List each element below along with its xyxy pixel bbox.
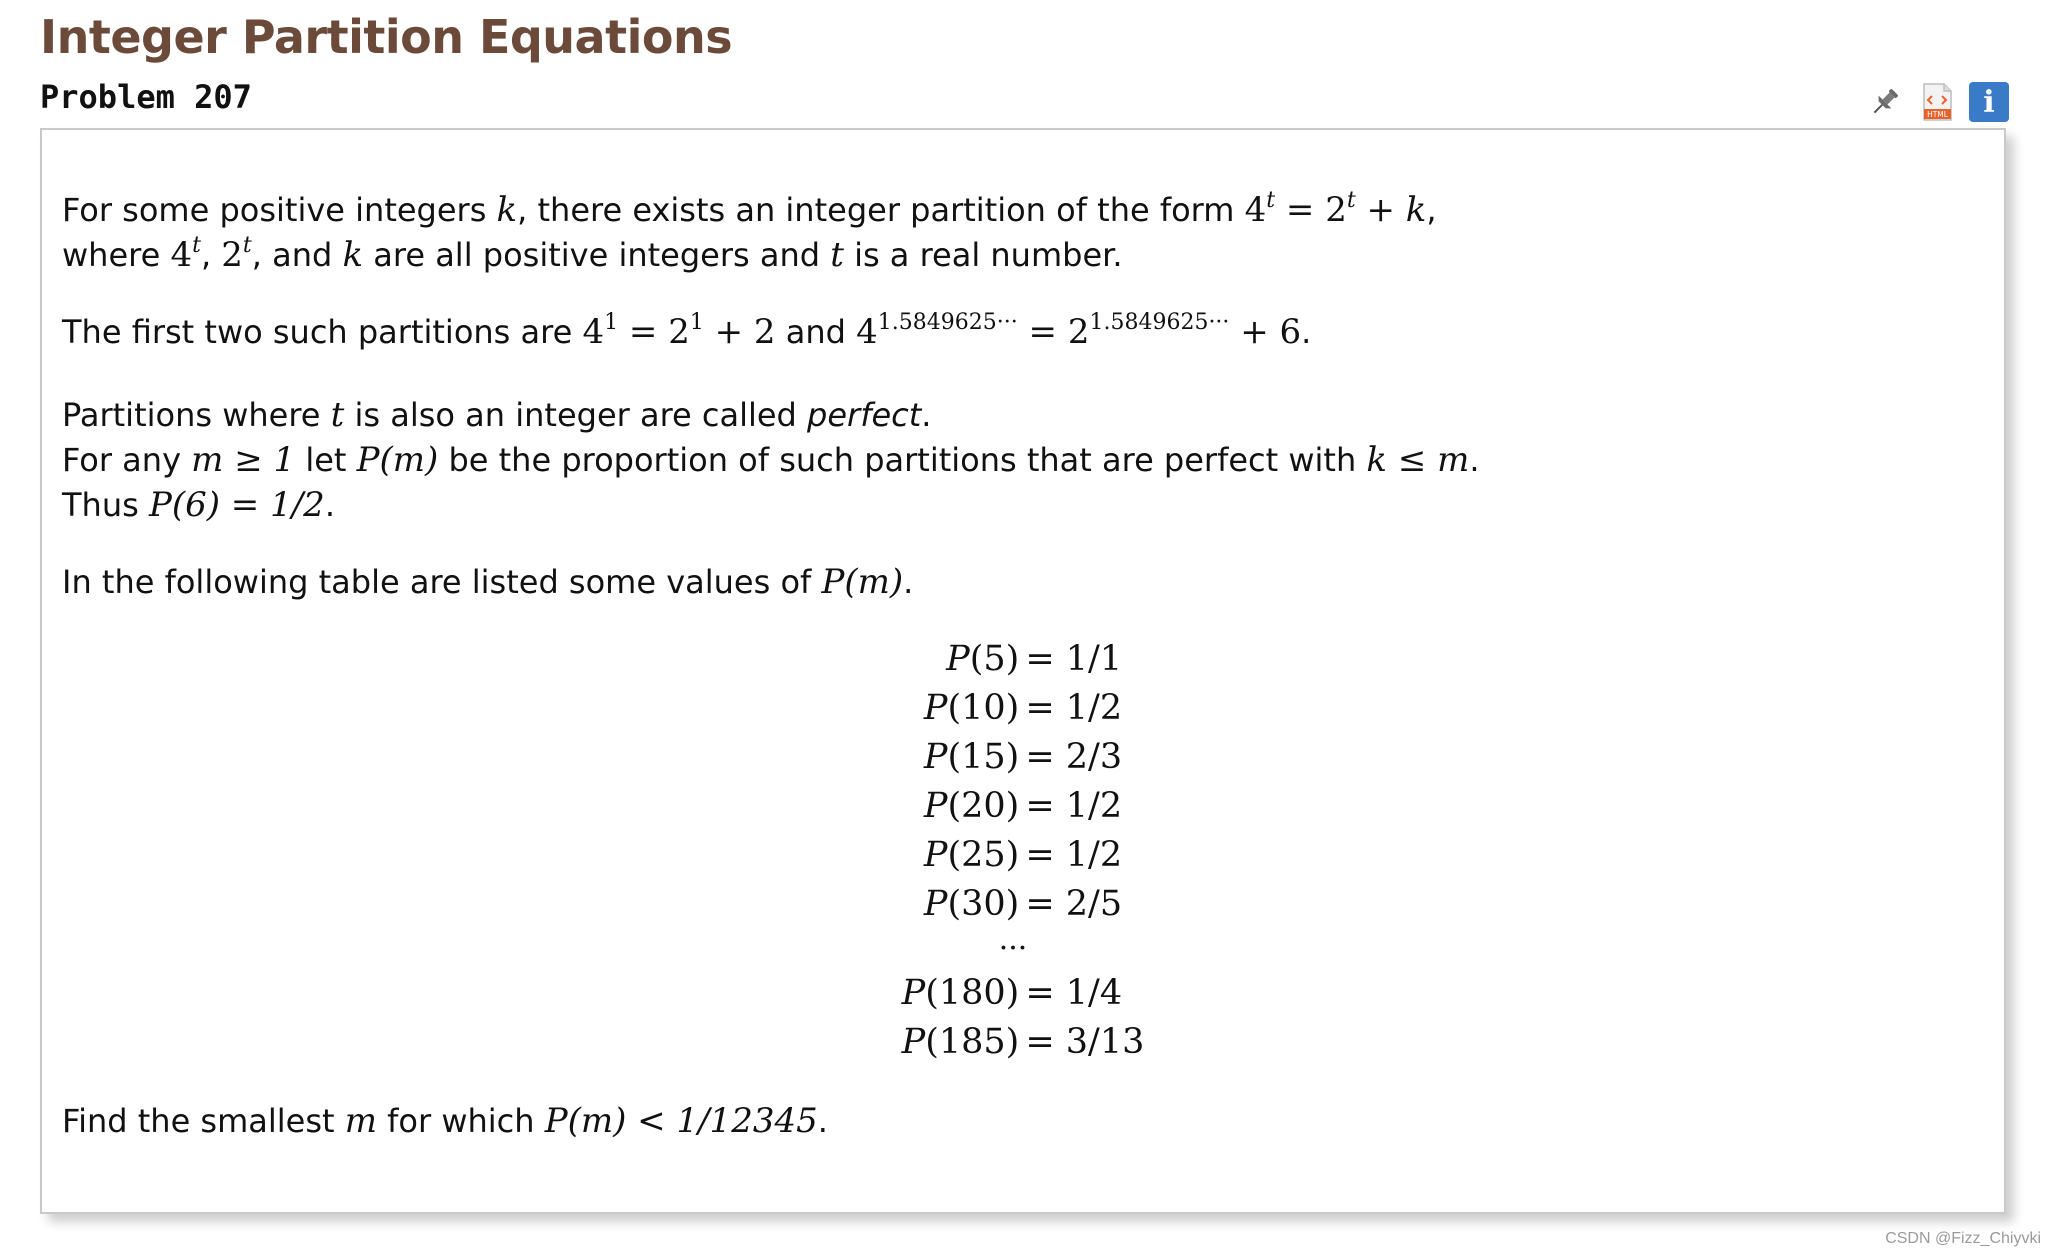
table-row-rhs: = 2/3 [1025, 737, 1123, 777]
paragraph-perfect-line1: Partitions where t is also an integer are called perfect. [62, 395, 932, 435]
table-row-lhs: P(25) [923, 835, 1020, 875]
watermark: CSDN @Fizz_Chiyvki [1885, 1230, 2041, 1247]
info-icon[interactable]: i [1969, 82, 2009, 122]
html-icon-label: HTML [1927, 110, 1948, 119]
paragraph-perfect-line3: Thus P(6) = 1/2. [62, 485, 335, 525]
table-row-lhs: P(180) [901, 973, 1020, 1013]
table-row-rhs: = 1/2 [1025, 835, 1123, 875]
values-table-wrap [62, 635, 1984, 1067]
paragraph-table-intro: In the following table are listed some values of P(m). [62, 562, 914, 602]
paragraph-question: Find the smallest m for which P(m) < 1/12345. [62, 1101, 828, 1141]
table-row-rhs: = 1/2 [1025, 688, 1123, 728]
spacer [62, 278, 1984, 310]
table-row-lhs: P(5) [946, 639, 1020, 679]
table-row-rhs: = 2/5 [1025, 884, 1123, 924]
table-row-rhs: = 1/4 [1025, 973, 1123, 1013]
toolbar [1865, 82, 2009, 122]
table-row-lhs: P(20) [923, 786, 1020, 826]
problem-content [40, 128, 2006, 1214]
paragraph-intro-line1: For some positive integers k, there exists an integer partition of the form $4^t = 2^t + k$, [62, 188, 1437, 230]
table-row-lhs: P(15) [923, 737, 1020, 777]
spacer [62, 355, 1984, 393]
page-title: Integer Partition Equations [40, 10, 733, 64]
table-row-rhs: = 1/2 [1025, 786, 1123, 826]
table-row-rhs: = 1/1 [1025, 639, 1123, 679]
values-table [902, 635, 1145, 1067]
paragraph-intro-line2: where 4$^t$, 2$^t$, and k are all positive integers and t is a real number. [62, 233, 1123, 275]
table-row-lhs: P(185) [901, 1022, 1020, 1062]
spacer [62, 528, 1984, 560]
table-row-lhs: P(30) [923, 884, 1020, 924]
table-row-rhs: = 3/13 [1025, 1022, 1145, 1062]
paragraph-perfect-line2: For any m ≥ 1 let P(m) be the proportion of such partitions that are perfect with k ≤ m. [62, 440, 1480, 480]
table-row-lhs: P(10) [923, 688, 1020, 728]
pin-icon[interactable] [1865, 82, 1905, 122]
problem-number: Problem 207 [40, 78, 252, 116]
table-ellipsis: ··· [998, 931, 1028, 966]
html-icon[interactable] [1917, 82, 1957, 122]
paragraph-examples: The first two such partitions are $4^1 = 2^1 + 2$ and $4^{1.5849625\cdot\cdot\cdot} = 2^{1.5849625\cdot\cdot\cdot} + 6$. [62, 310, 1312, 352]
